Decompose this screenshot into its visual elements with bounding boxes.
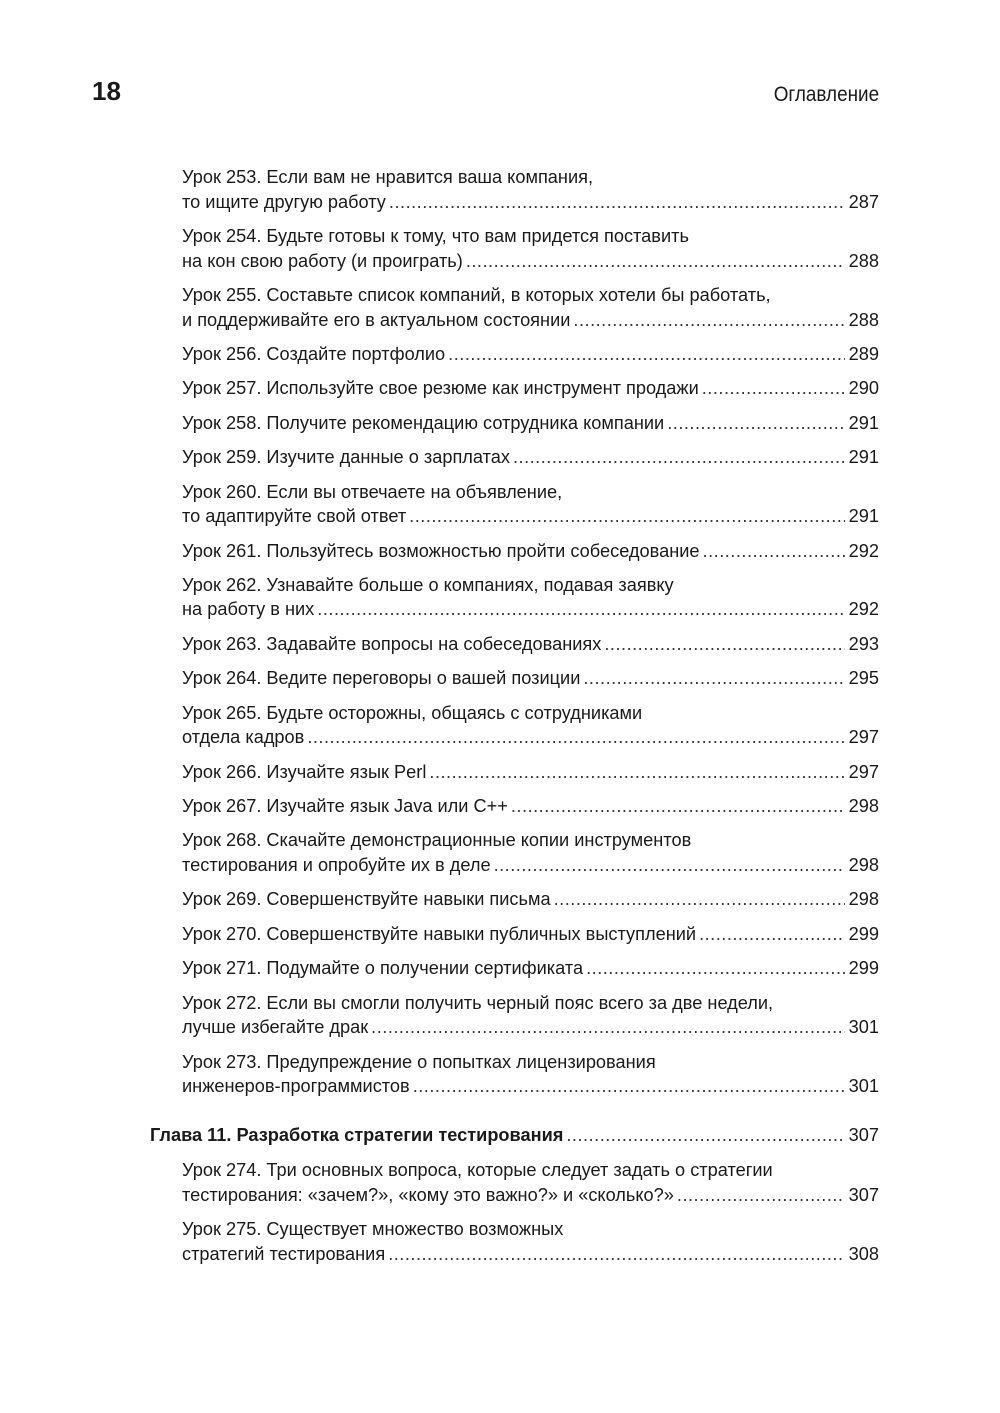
- toc-entry-title: лучше избегайте драк: [182, 1017, 369, 1038]
- leader-dots: [604, 632, 844, 657]
- toc-entry-lesson-262[interactable]: [150, 573, 879, 622]
- leader-dots: [307, 725, 844, 750]
- toc-page-number: 297: [848, 761, 879, 782]
- toc-page-number: 293: [848, 633, 879, 654]
- toc-entry-title: стратегий тестирования: [182, 1243, 386, 1264]
- toc-page-number: 288: [848, 309, 879, 330]
- leader-dots: [566, 1123, 844, 1148]
- toc-page-number: 292: [848, 599, 879, 620]
- leader-dots: [429, 760, 844, 785]
- toc-entry-lesson-263[interactable]: [150, 632, 879, 657]
- toc-entry-lead: Урок 260. Если вы отвечаете на объявление,: [182, 481, 563, 502]
- toc-page-number: 301: [848, 1076, 879, 1097]
- toc-entry-title: и поддерживайте его в актуальном состоянии: [182, 309, 571, 330]
- toc-entry-lesson-273[interactable]: [150, 1050, 879, 1099]
- toc-entry-lesson-257[interactable]: [150, 376, 879, 401]
- leader-dots: [583, 666, 844, 691]
- leader-dots: [702, 376, 845, 401]
- chapter-title: Глава 11. Разработка стратегии тестирования: [150, 1124, 564, 1145]
- toc-entry-title: то адаптируйте свой ответ: [182, 506, 407, 527]
- toc-entry-title: инженеров-программистов: [182, 1076, 410, 1097]
- toc-entry-lead: Урок 253. Если вам не нравится ваша компания,: [182, 167, 594, 187]
- toc-entry-lesson-253[interactable]: [150, 165, 879, 214]
- toc-page-number: 295: [848, 668, 879, 689]
- toc-page-number: 291: [848, 447, 879, 468]
- toc-entry-lead: Урок 265. Будьте осторожны, общаясь с сотрудниками: [182, 702, 643, 723]
- toc-entry-lesson-266[interactable]: [150, 760, 879, 785]
- toc-entry-lead: Урок 275. Существует множество возможных: [182, 1219, 564, 1240]
- leader-dots: [466, 249, 845, 274]
- toc-page-number: 290: [848, 378, 879, 399]
- toc-entry-title: Урок 271. Подумайте о получении сертификата: [182, 958, 584, 979]
- toc-entry-lesson-259[interactable]: [150, 445, 879, 470]
- toc-entry-title: Урок 266. Изучайте язык Perl: [182, 761, 427, 782]
- toc-entry-title: Урок 263. Задавайте вопросы на собеседованиях: [182, 633, 602, 654]
- toc-entry-title: Урок 267. Изучайте язык Java или C++: [182, 796, 508, 817]
- toc-entry-lesson-256[interactable]: [150, 342, 879, 367]
- toc-page-number: 308: [848, 1243, 879, 1264]
- toc-entry-title: Урок 261. Пользуйтесь возможностью пройти собеседование: [182, 540, 700, 561]
- running-header: Оглавление: [773, 83, 879, 106]
- toc-page-number: 301: [848, 1017, 879, 1038]
- leader-dots: [448, 342, 844, 367]
- leader-dots: [703, 539, 845, 564]
- leader-dots: [413, 1074, 845, 1099]
- toc-page-number: 298: [848, 796, 879, 817]
- toc-entry-lesson-270[interactable]: [150, 922, 879, 947]
- toc-page-number: 288: [848, 250, 879, 271]
- toc-entry-lesson-272[interactable]: [150, 991, 879, 1040]
- toc-entry-lesson-260[interactable]: [150, 480, 879, 529]
- toc-entry-title: на работу в них: [182, 599, 315, 620]
- toc-page-number: 291: [848, 412, 879, 433]
- toc-entry-title: Урок 257. Используйте свое резюме как инструмент продажи: [182, 378, 699, 399]
- toc-entry-lead: Урок 262. Узнавайте больше о компаниях, подавая заявку: [182, 574, 674, 595]
- toc-entry-lesson-271[interactable]: [150, 956, 879, 981]
- leader-dots: [511, 794, 845, 819]
- toc-entry-title: отдела кадров: [182, 727, 305, 748]
- leader-dots: [677, 1183, 845, 1208]
- toc-entry-title: Урок 259. Изучите данные о зарплатах: [182, 447, 510, 468]
- toc-page-number: 289: [848, 343, 879, 364]
- toc-entry-lead: Урок 254. Будьте готовы к тому, что вам придется поставить: [182, 225, 689, 246]
- toc-entry-lead: Урок 274. Три основных вопроса, которые следует задать о стратегии: [182, 1160, 773, 1181]
- toc-entry-lesson-264[interactable]: [150, 666, 879, 691]
- toc-entry-lesson-275[interactable]: [150, 1217, 879, 1266]
- toc-entry-title: Урок 258. Получите рекомендацию сотрудника компании: [182, 412, 665, 433]
- toc-entry-lead: Урок 273. Предупреждение о попытках лицензирования: [182, 1051, 656, 1072]
- table-of-contents: [150, 165, 879, 1276]
- leader-dots: [371, 1015, 844, 1040]
- leader-dots: [586, 956, 845, 981]
- leader-dots: [554, 887, 845, 912]
- toc-entry-lesson-274[interactable]: [150, 1158, 879, 1207]
- leader-dots: [667, 411, 844, 436]
- toc-page-number: 297: [848, 727, 879, 748]
- toc-entry-title: на кон свою работу (и проиграть): [182, 250, 463, 271]
- toc-page-number: 299: [848, 958, 879, 979]
- toc-page-number: 298: [848, 889, 879, 910]
- toc-page-number: 307: [848, 1124, 879, 1145]
- leader-dots: [317, 597, 844, 622]
- toc-entry-title: тестирования: «зачем?», «кому это важно?» и «сколько?»: [182, 1184, 674, 1205]
- toc-page-number: 287: [848, 191, 879, 212]
- toc-entry-title: Урок 256. Создайте портфолио: [182, 343, 446, 364]
- leader-dots: [388, 1242, 844, 1267]
- page-number: 18: [92, 76, 121, 106]
- toc-entry-title: Урок 269. Совершенствуйте навыки письма: [182, 889, 551, 910]
- toc-entry-lesson-265[interactable]: [150, 701, 879, 750]
- toc-entry-title: тестирования и опробуйте их в деле: [182, 855, 491, 876]
- toc-entry-title: то ищите другую работу: [182, 191, 386, 212]
- leader-dots: [409, 504, 844, 529]
- toc-chapter-11[interactable]: [150, 1123, 879, 1148]
- toc-page-number: 298: [848, 855, 879, 876]
- toc-entry-lesson-255[interactable]: [150, 283, 879, 332]
- toc-entry-title: Урок 270. Совершенствуйте навыки публичных выступлений: [182, 923, 697, 944]
- toc-entry-lesson-261[interactable]: [150, 539, 879, 564]
- toc-entry-lead: Урок 272. Если вы смогли получить черный пояс всего за две недели,: [182, 992, 774, 1013]
- toc-entry-lesson-267[interactable]: [150, 794, 879, 819]
- leader-dots: [389, 190, 845, 215]
- toc-entry-title: Урок 264. Ведите переговоры о вашей позиции: [182, 668, 581, 689]
- toc-page-number: 291: [848, 506, 879, 527]
- toc-entry-lesson-269[interactable]: [150, 887, 879, 912]
- toc-page-number: 292: [848, 540, 879, 561]
- leader-dots: [573, 308, 844, 333]
- toc-entry-lesson-254[interactable]: [150, 224, 879, 273]
- leader-dots: [513, 445, 845, 470]
- leader-dots: [699, 922, 845, 947]
- toc-page-number: 299: [848, 923, 879, 944]
- toc-page-number: 307: [848, 1184, 879, 1205]
- leader-dots: [494, 853, 845, 878]
- toc-entry-lead: Урок 268. Скачайте демонстрационные копии инструментов: [182, 830, 692, 851]
- toc-entry-lesson-258[interactable]: [150, 411, 879, 436]
- toc-entry-lesson-268[interactable]: [150, 828, 879, 877]
- toc-entry-lead: Урок 255. Составьте список компаний, в которых хотели бы работать,: [182, 284, 771, 305]
